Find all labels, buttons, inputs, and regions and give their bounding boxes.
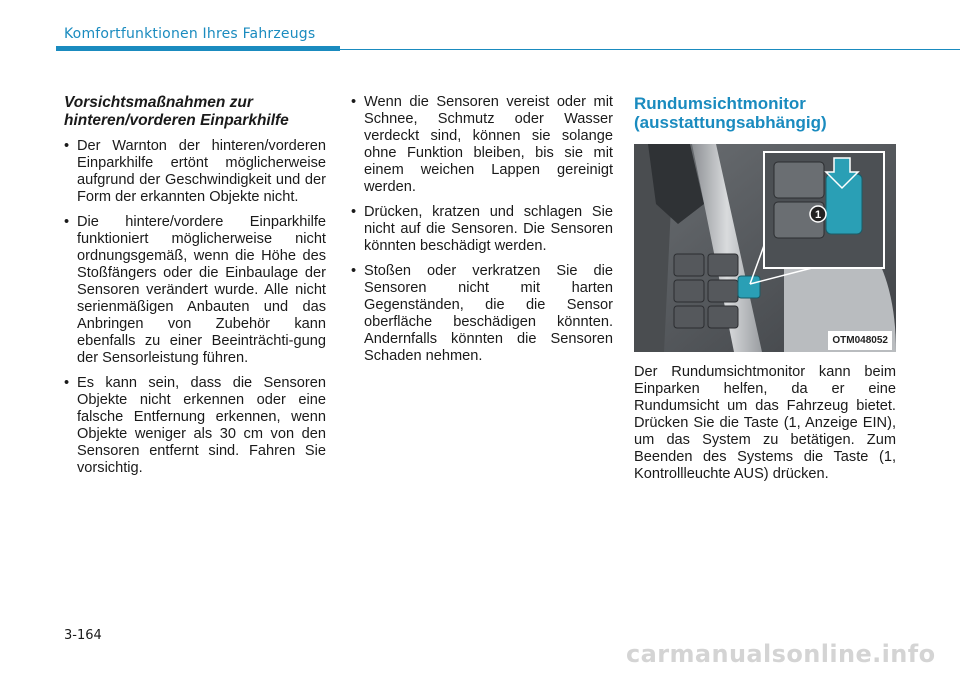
section-heading: Vorsichtsmaßnahmen zur hinteren/vorderen Einparkhilfe <box>64 94 289 129</box>
heading-line-2: (ausstattungsabhängig) <box>634 113 827 132</box>
bullet-dot: • <box>64 214 70 230</box>
heading-line-1: Rundumsichtmonitor <box>634 94 806 113</box>
watermark: carmanualsonline.info <box>626 640 936 668</box>
list-item-text: Die hintere/vordere Einparkhilfe funktioniert möglicherweise nicht ordnungsgemäß, wenn die Höhe des Stoßfängers oder die Einbaulage der Sensoren verändert wurde. Alle nicht serienmäßigen Anbauten und das Anbringen von Zubehör kann ebenfalls zu einer Beeinträchti-gung der Sensorleistung führen. <box>77 214 326 366</box>
list-item <box>64 214 326 367</box>
list-item-text: Drücken, kratzen und schlagen Sie nicht auf die Sensoren. Die Sensoren könnten beschädigt werden. <box>364 204 613 254</box>
header-title: Komfortfunktionen Ihres Fahrzeugs <box>64 26 316 42</box>
bullet-list <box>351 94 613 365</box>
list-item <box>351 263 613 365</box>
list-item-text: Stoßen oder verkratzen Sie die Sensoren nicht mit harten Gegenständen, die die Sensor oberfläche beschädigen könnten. Andernfalls könnten die Sensoren Schaden nehmen. <box>364 263 613 364</box>
column-3 <box>634 94 896 483</box>
list-item-text: Der Warnton der hinteren/vorderen Einparkhilfe ertönt möglicherweise aufgrund der Geschwindigkeit und der Form der erkannten Objekte nicht. <box>77 138 326 205</box>
list-item <box>351 204 613 255</box>
bullet-list <box>64 138 326 477</box>
bullet-dot: • <box>64 138 70 154</box>
column-1 <box>64 94 326 485</box>
section-heading-blue <box>634 94 896 132</box>
list-item-text: Wenn die Sensoren vereist oder mit Schnee, Schmutz oder Wasser verdeckt sind, können sie solange ohne Funktion bleiben, bis sie mit einem weichen Lappen gereinigt werden. <box>364 94 613 195</box>
list-item <box>351 94 613 196</box>
list-item-text: Es kann sein, dass die Sensoren Objekte nicht erkennen oder eine falsche Entfernung erkennen, wenn Objekte weniger als 30 cm von den Sensoren entfernt sind. Fahren Sie vorsichtig. <box>77 375 326 476</box>
console-illustration <box>634 144 896 352</box>
bullet-dot: • <box>351 263 357 279</box>
bullet-dot: • <box>351 204 357 220</box>
console-photo <box>634 144 896 352</box>
page-number: 3-164 <box>64 628 102 643</box>
description-paragraph: Der Rundumsichtmonitor kann beim Einparken helfen, da er eine Rundumsicht um das Fahrzeug bietet. Drücken Sie die Taste (1, Anzeige EIN), um das System zu betätigen. Zum Beenden des Systems die Taste (1, Kontrollleuchte AUS) drücken. <box>634 364 896 482</box>
column-2 <box>351 94 613 373</box>
bullet-dot: • <box>64 375 70 391</box>
list-item <box>64 375 326 477</box>
callout-number-text: 1 <box>814 209 822 221</box>
image-caption: OTM048052 <box>828 331 892 350</box>
bullet-dot: • <box>351 94 357 110</box>
list-item <box>64 138 326 206</box>
header-rule-thick <box>56 46 340 51</box>
header-rule-thin <box>340 49 960 50</box>
